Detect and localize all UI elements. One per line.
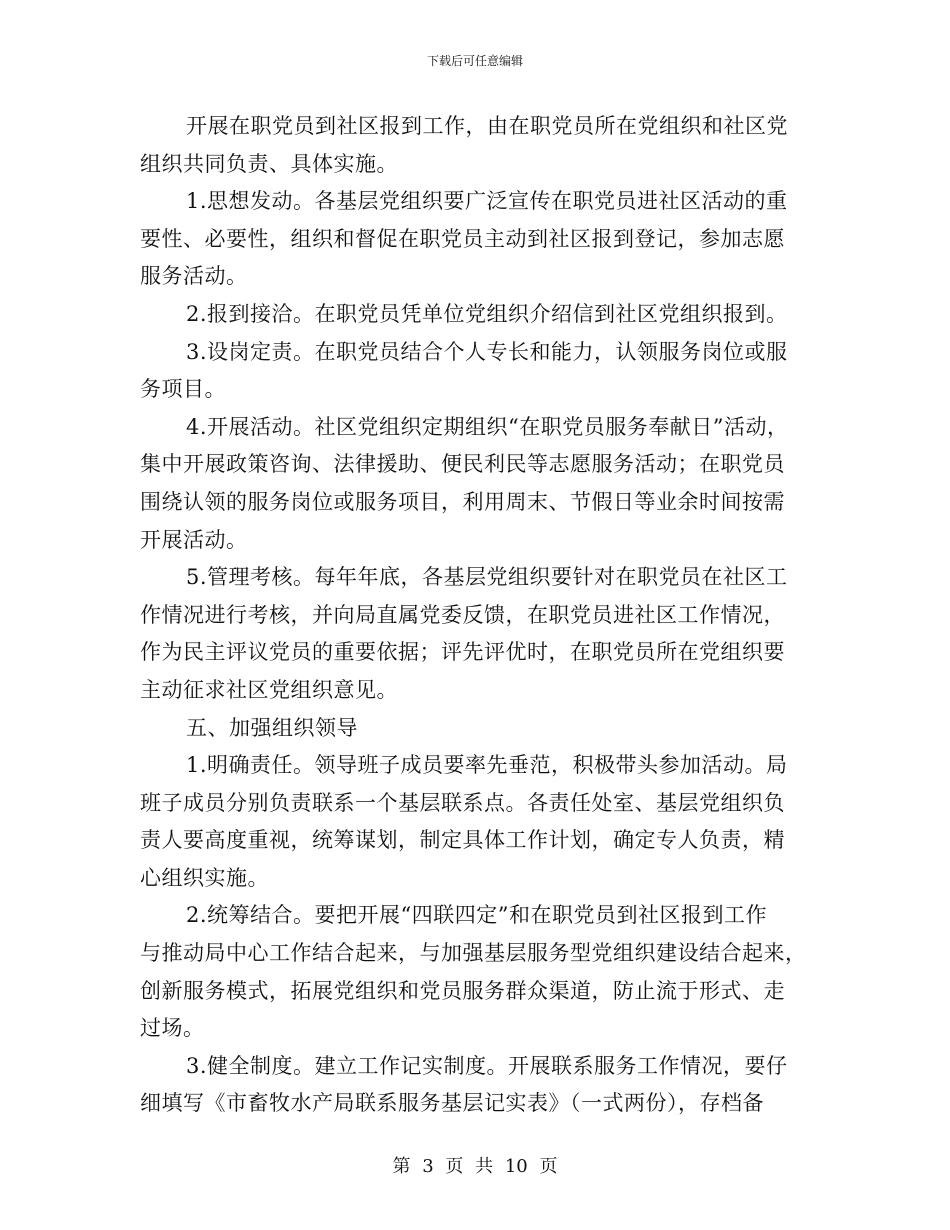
text-line: 3.健全制度。建立工作记实制度。开展联系服务工作情况，要仔 (186, 1053, 788, 1078)
text-line: 开展在职党员到社区报到工作，由在职党员所在党组织和社区党 (186, 114, 788, 138)
text-line: 主动征求社区党组织意见。 (140, 677, 398, 702)
text-line: 创新服务模式，拓展党组织和党员服务群众渠道，防止流于形式、走 (140, 978, 785, 1003)
document-body (140, 108, 808, 1123)
text-line: 务项目。 (140, 377, 226, 402)
text-line: 开展活动。 (140, 527, 248, 552)
text-line: 1.思想发动。各基层党组织要广泛宣传在职党员进社区活动的重 (186, 189, 788, 214)
text-line: 2.统筹结合。要把开展“四联四定”和在职党员到社区报到工作 (186, 903, 768, 928)
text-line: 细填写《市畜牧水产局联系服务基层记实表》（一式两份），存档备 (140, 1091, 764, 1116)
text-line: 组织共同负责、具体实施。 (140, 151, 398, 176)
text-line: 3.设岗定责。在职党员结合个人专长和能力，认领服务岗位或服 (186, 339, 788, 364)
text-line: 作为民主评议党员的重要依据；评先评优时，在职党员所在党组织要 (140, 640, 785, 665)
text-line: 围绕认领的服务岗位或服务项目，利用周末、节假日等业余时间按需 (140, 489, 785, 514)
text-line: 集中开展政策咨询、法律援助、便民利民等志愿服务活动；在职党员 (140, 452, 785, 477)
text-line: 5.管理考核。每年年底，各基层党组织要针对在职党员在社区工 (186, 565, 788, 590)
page-header-note: 下载后可任意编辑 (426, 54, 523, 68)
text-line: 要性、必要性，组织和督促在职党员主动到社区报到登记，参加志愿 (140, 226, 785, 251)
text-line: 服务活动。 (140, 264, 248, 289)
text-line: 班子成员分别负责联系一个基层联系点。各责任处室、基层党组织负 (140, 790, 785, 815)
text-line: 心组织实施。 (140, 865, 269, 890)
text-line: 1.明确责任。领导班子成员要率先垂范，积极带头参加活动。局 (186, 753, 788, 778)
text-line: 五、加强组织领导 (186, 715, 358, 740)
text-line: 责人要高度重视，统筹谋划，制定具体工作计划，确定专人负责，精 (140, 828, 785, 853)
text-line: 2.报到接洽。在职党员凭单位党组织介绍信到社区党组织报到。 (186, 301, 788, 326)
page-number: 第 3 页 共 10 页 (392, 1156, 558, 1177)
text-line: 4.开展活动。社区党组织定期组织“在职党员服务奉献日”活动， (186, 414, 789, 439)
text-line: 过场。 (140, 1016, 205, 1041)
text-line: 与推动局中心工作结合起来，与加强基层服务型党组织建设结合起来， (140, 941, 807, 966)
text-line: 作情况进行考核，并向局直属党委反馈，在职党员进社区工作情况， (140, 602, 785, 627)
